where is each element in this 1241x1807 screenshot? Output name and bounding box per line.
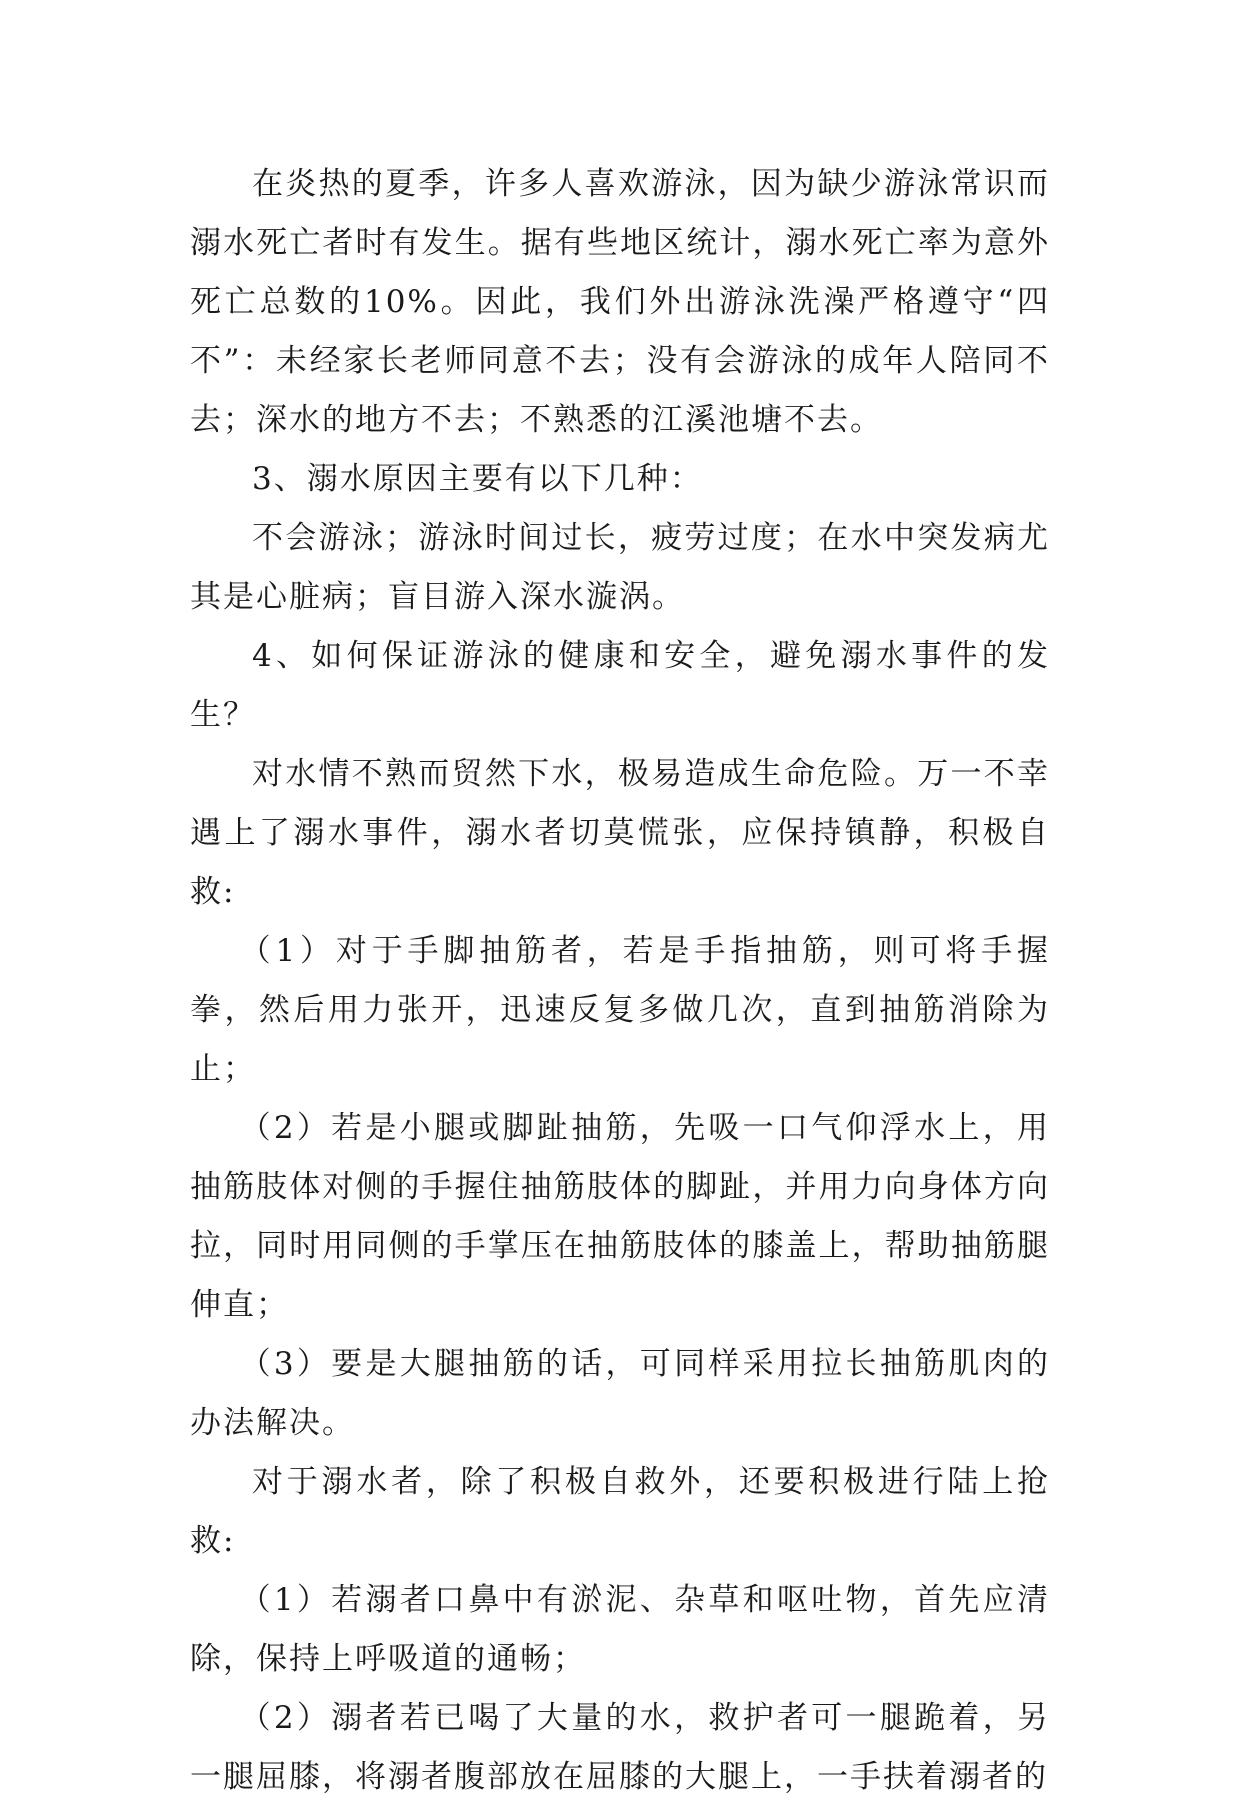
paragraph-self-rescue: 对水情不熟而贸然下水，极易造成生命危险。万一不幸遇上了溺水事件，溺水者切莫慌张，应保持镇静，积极自救:	[190, 756, 1050, 910]
heading-drowning-causes: 3、溺水原因主要有以下几种：	[252, 461, 703, 497]
paragraph-causes: 不会游泳；游泳时间过长，疲劳过度；在水中突发病尤其是心脏病；盲目游入深水漩涡。	[190, 520, 1050, 615]
list-item-finger-cramp: （1）对于手脚抽筋者，若是手指抽筋，则可将手握拳，然后用力张开，迅速反复多做几次，直到抽筋消除为止；	[190, 933, 1050, 1087]
list-item-calf-cramp: （2）若是小腿或脚趾抽筋，先吸一口气仰浮水上，用抽筋肢体对侧的手握住抽筋肢体的脚趾，并用力向身体方向拉，同时用同侧的手掌压在抽筋肢体的膝盖上，帮助抽筋腿伸直；	[190, 1110, 1050, 1323]
paragraph-land-rescue: 对于溺水者，除了积极自救外，还要积极进行陆上抢救:	[190, 1464, 1050, 1559]
heading-safety: 4、如何保证游泳的健康和安全，避免溺水事件的发生？	[190, 638, 1050, 733]
list-item-clear-airway: （1）若溺者口鼻中有淤泥、杂草和呕吐物，首先应清除，保持上呼吸道的通畅；	[190, 1582, 1050, 1677]
list-item-drain-water: （2）溺者若已喝了大量的水，救护者可一腿跪着，另一腿屈膝，将溺者腹部放在屈膝的大腿上，一手扶着溺者的	[190, 1700, 1050, 1795]
paragraph-intro: 在炎热的夏季，许多人喜欢游泳，因为缺少游泳常识而溺水死亡者时有发生。据有些地区统计，溺水死亡率为意外死亡总数的10%。因此，我们外出游泳洗澡严格遵守“四不”：未经家长老师同意不去；没有会游泳的成年人陪同不去；深水的地方不去；不熟悉的江溪池塘不去。	[190, 166, 1050, 438]
document-body	[190, 155, 1050, 1807]
list-item-thigh-cramp: （3）要是大腿抽筋的话，可同样采用拉长抽筋肌肉的办法解决。	[190, 1346, 1050, 1441]
